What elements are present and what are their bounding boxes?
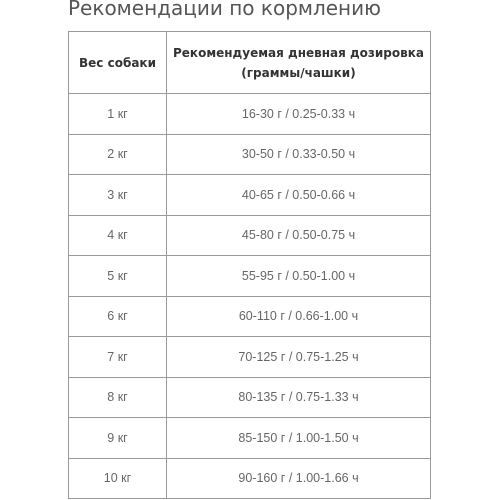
table-row [69,256,431,297]
cell-weight: 3 кг [69,175,167,216]
cell-dose: 45-80 г / 0.50-0.75 ч [167,215,431,256]
cell-weight: 9 кг [69,418,167,459]
table-row [69,296,431,337]
page-title: Рекомендации по кормлению [68,0,381,20]
cell-dose: 30-50 г / 0.33-0.50 ч [167,134,431,175]
table-row [69,175,431,216]
column-header-dose [167,32,431,94]
cell-dose: 90-160 г / 1.00-1.66 ч [167,458,431,499]
column-header-weight [69,32,167,94]
column-header-weight-label: Вес собаки [79,55,156,70]
cell-weight: 7 кг [69,337,167,378]
cell-dose: 85-150 г / 1.00-1.50 ч [167,418,431,459]
column-header-dose-line1: Рекомендуемая дневная дозировка [173,45,424,60]
table-row [69,458,431,499]
cell-dose: 16-30 г / 0.25-0.33 ч [167,94,431,135]
cell-weight: 5 кг [69,256,167,297]
table-row [69,215,431,256]
cell-weight: 10 кг [69,458,167,499]
cell-weight: 4 кг [69,215,167,256]
table-row [69,134,431,175]
cell-weight: 6 кг [69,296,167,337]
table-row [69,94,431,135]
cell-dose: 70-125 г / 0.75-1.25 ч [167,337,431,378]
cell-dose: 80-135 г / 0.75-1.33 ч [167,377,431,418]
table-header-row [69,32,431,94]
feeding-table [68,31,431,499]
table-row [69,418,431,459]
cell-dose: 60-110 г / 0.66-1.00 ч [167,296,431,337]
cell-dose: 55-95 г / 0.50-1.00 ч [167,256,431,297]
table-row [69,337,431,378]
column-header-dose-line2: (граммы/чашки) [241,65,356,80]
cell-dose: 40-65 г / 0.50-0.66 ч [167,175,431,216]
cell-weight: 2 кг [69,134,167,175]
cell-weight: 8 кг [69,377,167,418]
cell-weight: 1 кг [69,94,167,135]
table-row [69,377,431,418]
